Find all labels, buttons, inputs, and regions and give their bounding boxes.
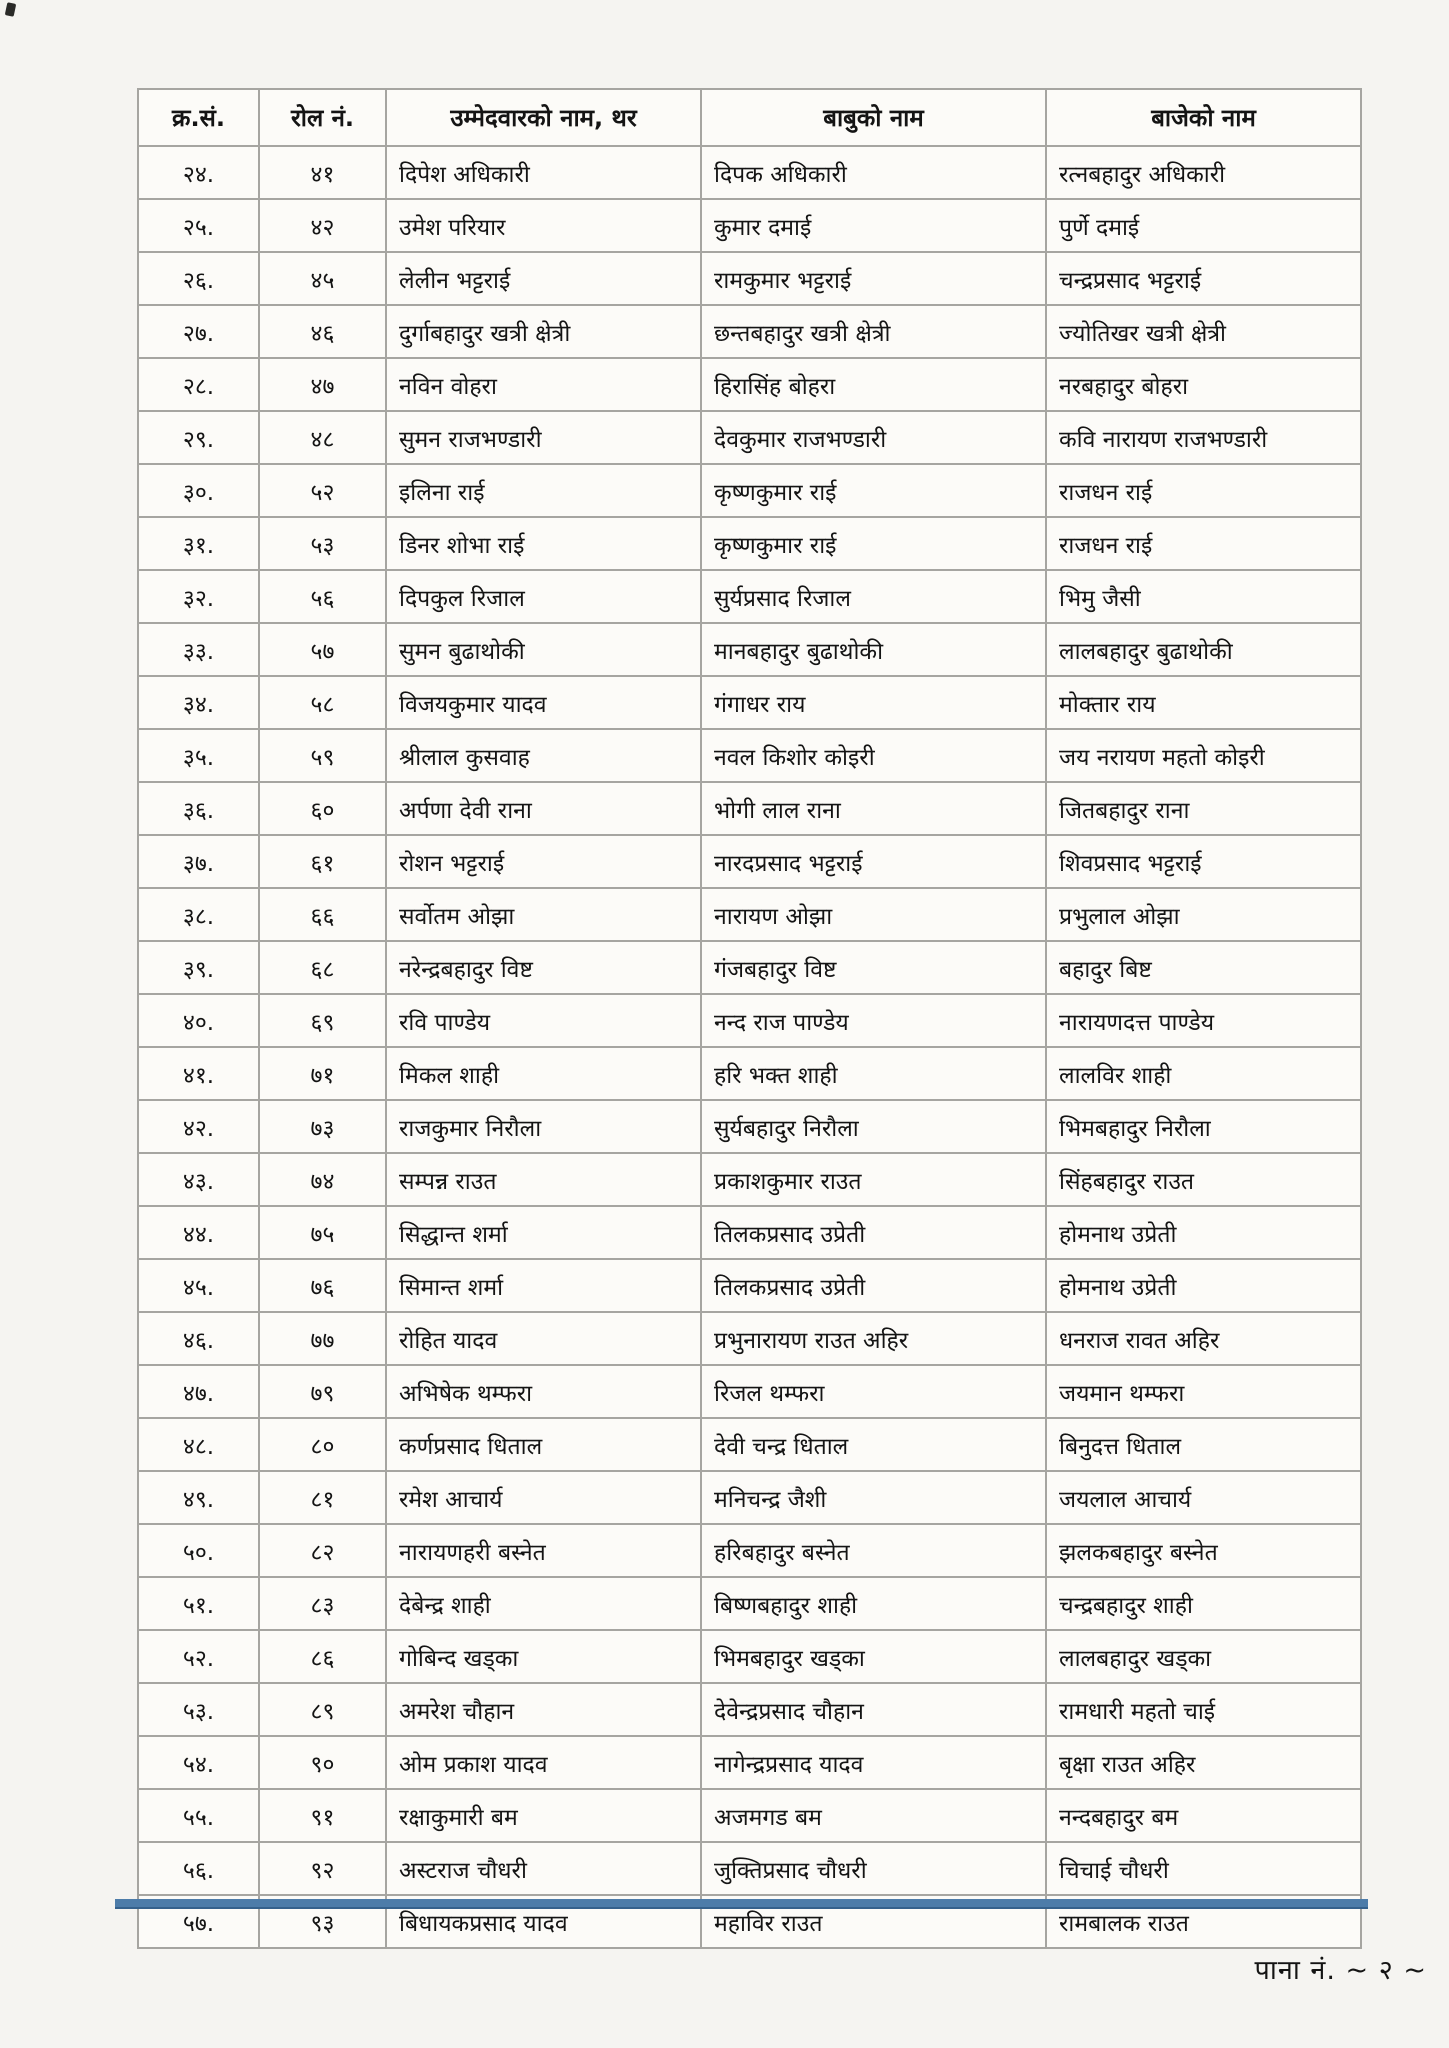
serial-cell: ३६. bbox=[138, 782, 259, 835]
candidate-name-cell: उमेश परियार bbox=[386, 199, 701, 252]
father-name-cell: भोगी लाल राना bbox=[701, 782, 1046, 835]
grandfather-name-cell: रत्नबहादुर अधिकारी bbox=[1046, 146, 1361, 199]
table-row bbox=[138, 676, 1361, 729]
candidate-name-cell: सुमन राजभण्डारी bbox=[386, 411, 701, 464]
grandfather-name-cell: बिनुदत्त धिताल bbox=[1046, 1418, 1361, 1471]
serial-cell: २८. bbox=[138, 358, 259, 411]
roll-cell: ४६ bbox=[259, 305, 386, 358]
table-row bbox=[138, 782, 1361, 835]
candidate-name-cell: ओम प्रकाश यादव bbox=[386, 1736, 701, 1789]
roll-cell: ७१ bbox=[259, 1047, 386, 1100]
table-header-row bbox=[138, 89, 1361, 146]
father-name-cell: रिजल थम्फरा bbox=[701, 1365, 1046, 1418]
grandfather-name-cell: जय नरायण महतो कोइरी bbox=[1046, 729, 1361, 782]
serial-cell: ५४. bbox=[138, 1736, 259, 1789]
roll-cell: ५९ bbox=[259, 729, 386, 782]
father-name-cell: प्रभुनारायण राउत अहिर bbox=[701, 1312, 1046, 1365]
grandfather-name-cell: लालबहादुर खड्का bbox=[1046, 1630, 1361, 1683]
grandfather-name-cell: राजधन राई bbox=[1046, 464, 1361, 517]
father-name-cell: बिष्णबहादुर शाही bbox=[701, 1577, 1046, 1630]
serial-cell: ४६. bbox=[138, 1312, 259, 1365]
roll-cell: ८० bbox=[259, 1418, 386, 1471]
serial-cell: ३५. bbox=[138, 729, 259, 782]
roll-cell: ८६ bbox=[259, 1630, 386, 1683]
father-name-cell: सुर्यबहादुर निरौला bbox=[701, 1100, 1046, 1153]
serial-cell: ३८. bbox=[138, 888, 259, 941]
table-row bbox=[138, 1842, 1361, 1895]
serial-cell: ५१. bbox=[138, 1577, 259, 1630]
roll-cell: ८१ bbox=[259, 1471, 386, 1524]
roll-cell: ७६ bbox=[259, 1259, 386, 1312]
roll-cell: ४८ bbox=[259, 411, 386, 464]
father-name-cell: देवकुमार राजभण्डारी bbox=[701, 411, 1046, 464]
serial-cell: ४५. bbox=[138, 1259, 259, 1312]
roll-cell: ५७ bbox=[259, 623, 386, 676]
grandfather-name-cell: भिमबहादुर निरौला bbox=[1046, 1100, 1361, 1153]
candidate-name-cell: बिधायकप्रसाद यादव bbox=[386, 1895, 701, 1948]
table-row bbox=[138, 517, 1361, 570]
roll-cell: ९२ bbox=[259, 1842, 386, 1895]
serial-cell: ५३. bbox=[138, 1683, 259, 1736]
roll-cell: ८३ bbox=[259, 1577, 386, 1630]
grandfather-name-cell: बृक्षा राउत अहिर bbox=[1046, 1736, 1361, 1789]
serial-cell: ४१. bbox=[138, 1047, 259, 1100]
grandfather-name-cell: भिमु जैसी bbox=[1046, 570, 1361, 623]
father-name-cell: गंगाधर राय bbox=[701, 676, 1046, 729]
roll-cell: ४१ bbox=[259, 146, 386, 199]
grandfather-name-cell: चन्द्रबहादुर शाही bbox=[1046, 1577, 1361, 1630]
serial-cell: ४०. bbox=[138, 994, 259, 1047]
table-row bbox=[138, 1789, 1361, 1842]
father-name-cell: कृष्णकुमार राई bbox=[701, 517, 1046, 570]
roll-cell: ७७ bbox=[259, 1312, 386, 1365]
candidate-name-cell: सिद्धान्त शर्मा bbox=[386, 1206, 701, 1259]
candidate-name-cell: दुर्गाबहादुर खत्री क्षेत्री bbox=[386, 305, 701, 358]
roll-cell: ७४ bbox=[259, 1153, 386, 1206]
father-name-cell: नारायण ओझा bbox=[701, 888, 1046, 941]
serial-cell: ५५. bbox=[138, 1789, 259, 1842]
roll-cell: ९० bbox=[259, 1736, 386, 1789]
candidate-name-cell: इलिना राई bbox=[386, 464, 701, 517]
grandfather-name-cell: ज्योतिखर खत्री क्षेत्री bbox=[1046, 305, 1361, 358]
father-name-cell: भिमबहादुर खड्का bbox=[701, 1630, 1046, 1683]
roll-cell: ४२ bbox=[259, 199, 386, 252]
table-row bbox=[138, 464, 1361, 517]
roll-cell: ९३ bbox=[259, 1895, 386, 1948]
roll-cell: ५८ bbox=[259, 676, 386, 729]
candidate-name-cell: अभिषेक थम्फरा bbox=[386, 1365, 701, 1418]
father-name-cell: नवल किशोर कोइरी bbox=[701, 729, 1046, 782]
grandfather-name-cell: होमनाथ उप्रेती bbox=[1046, 1206, 1361, 1259]
table-row bbox=[138, 252, 1361, 305]
father-name-cell: दिपक अधिकारी bbox=[701, 146, 1046, 199]
father-name-cell: मनिचन्द्र जैशी bbox=[701, 1471, 1046, 1524]
header-grandfather-name: बाजेको नाम bbox=[1046, 89, 1361, 146]
table-row bbox=[138, 1100, 1361, 1153]
table-row bbox=[138, 411, 1361, 464]
serial-cell: ४२. bbox=[138, 1100, 259, 1153]
table-row bbox=[138, 1524, 1361, 1577]
table-row bbox=[138, 729, 1361, 782]
roll-cell: ६६ bbox=[259, 888, 386, 941]
grandfather-name-cell: होमनाथ उप्रेती bbox=[1046, 1259, 1361, 1312]
header-candidate-name: उम्मेदवारको नाम, थर bbox=[386, 89, 701, 146]
roll-cell: ६० bbox=[259, 782, 386, 835]
father-name-cell: तिलकप्रसाद उप्रेती bbox=[701, 1206, 1046, 1259]
serial-cell: ३१. bbox=[138, 517, 259, 570]
table-row bbox=[138, 1418, 1361, 1471]
candidate-name-cell: मिकल शाही bbox=[386, 1047, 701, 1100]
roll-cell: ८२ bbox=[259, 1524, 386, 1577]
father-name-cell: नारदप्रसाद भट्टराई bbox=[701, 835, 1046, 888]
grandfather-name-cell: बहादुर बिष्ट bbox=[1046, 941, 1361, 994]
page-divider bbox=[115, 1899, 1368, 1909]
candidate-name-cell: नविन वोहरा bbox=[386, 358, 701, 411]
grandfather-name-cell: पुर्णे दमाई bbox=[1046, 199, 1361, 252]
roll-cell: ७९ bbox=[259, 1365, 386, 1418]
header-father-name: बाबुको नाम bbox=[701, 89, 1046, 146]
father-name-cell: छन्तबहादुर खत्री क्षेत्री bbox=[701, 305, 1046, 358]
father-name-cell: नागेन्द्रप्रसाद यादव bbox=[701, 1736, 1046, 1789]
candidate-name-cell: रोशन भट्टराई bbox=[386, 835, 701, 888]
candidate-name-cell: विजयकुमार यादव bbox=[386, 676, 701, 729]
serial-cell: २५. bbox=[138, 199, 259, 252]
table-row bbox=[138, 835, 1361, 888]
grandfather-name-cell: जितबहादुर राना bbox=[1046, 782, 1361, 835]
table-row bbox=[138, 199, 1361, 252]
grandfather-name-cell: चन्द्रप्रसाद भट्टराई bbox=[1046, 252, 1361, 305]
father-name-cell: अजमगड बम bbox=[701, 1789, 1046, 1842]
candidate-roster-table bbox=[137, 88, 1362, 1949]
candidate-name-cell: लेलीन भट्टराई bbox=[386, 252, 701, 305]
father-name-cell: रामकुमार भट्टराई bbox=[701, 252, 1046, 305]
roll-cell: ८९ bbox=[259, 1683, 386, 1736]
serial-cell: ४३. bbox=[138, 1153, 259, 1206]
candidate-name-cell: अमरेश चौहान bbox=[386, 1683, 701, 1736]
candidate-name-cell: दिपकुल रिजाल bbox=[386, 570, 701, 623]
father-name-cell: देवेन्द्रप्रसाद चौहान bbox=[701, 1683, 1046, 1736]
roll-cell: ७५ bbox=[259, 1206, 386, 1259]
grandfather-name-cell: रामधारी महतो चाई bbox=[1046, 1683, 1361, 1736]
father-name-cell: कुमार दमाई bbox=[701, 199, 1046, 252]
grandfather-name-cell: नरबहादुर बोहरा bbox=[1046, 358, 1361, 411]
serial-cell: ४४. bbox=[138, 1206, 259, 1259]
serial-cell: ३३. bbox=[138, 623, 259, 676]
father-name-cell: सुर्यप्रसाद रिजाल bbox=[701, 570, 1046, 623]
candidate-name-cell: दिपेश अधिकारी bbox=[386, 146, 701, 199]
table-row bbox=[138, 1471, 1361, 1524]
serial-cell: ४९. bbox=[138, 1471, 259, 1524]
grandfather-name-cell: नारायणदत्त पाण्डेय bbox=[1046, 994, 1361, 1047]
roll-cell: ४५ bbox=[259, 252, 386, 305]
father-name-cell: कृष्णकुमार राई bbox=[701, 464, 1046, 517]
page-number: पाना नं. ~ २ ~ bbox=[1254, 1955, 1427, 1986]
candidate-name-cell: रक्षाकुमारी बम bbox=[386, 1789, 701, 1842]
roll-cell: ७३ bbox=[259, 1100, 386, 1153]
header-roll: रोल नं. bbox=[259, 89, 386, 146]
candidate-name-cell: श्रीलाल कुसवाह bbox=[386, 729, 701, 782]
roll-cell: ६९ bbox=[259, 994, 386, 1047]
candidate-name-cell: सम्पन्न राउत bbox=[386, 1153, 701, 1206]
grandfather-name-cell: झलकबहादुर बस्नेत bbox=[1046, 1524, 1361, 1577]
roll-cell: ४७ bbox=[259, 358, 386, 411]
grandfather-name-cell: राजधन राई bbox=[1046, 517, 1361, 570]
serial-cell: ३४. bbox=[138, 676, 259, 729]
serial-cell: ३९. bbox=[138, 941, 259, 994]
grandfather-name-cell: जयमान थम्फरा bbox=[1046, 1365, 1361, 1418]
table-row bbox=[138, 1365, 1361, 1418]
candidate-name-cell: अस्टराज चौधरी bbox=[386, 1842, 701, 1895]
candidate-name-cell: कर्णप्रसाद धिताल bbox=[386, 1418, 701, 1471]
table-row bbox=[138, 1047, 1361, 1100]
father-name-cell: महाविर राउत bbox=[701, 1895, 1046, 1948]
candidate-name-cell: सर्वोतम ओझा bbox=[386, 888, 701, 941]
table-row bbox=[138, 570, 1361, 623]
table-body bbox=[138, 146, 1361, 1948]
table-row bbox=[138, 1206, 1361, 1259]
serial-cell: ५२. bbox=[138, 1630, 259, 1683]
table-row bbox=[138, 994, 1361, 1047]
candidate-name-cell: रमेश आचार्य bbox=[386, 1471, 701, 1524]
header-serial: क्र.सं. bbox=[138, 89, 259, 146]
serial-cell: २६. bbox=[138, 252, 259, 305]
father-name-cell: देवी चन्द्र धिताल bbox=[701, 1418, 1046, 1471]
candidate-name-cell: राजकुमार निरौला bbox=[386, 1100, 701, 1153]
table-row bbox=[138, 1312, 1361, 1365]
father-name-cell: नन्द राज पाण्डेय bbox=[701, 994, 1046, 1047]
grandfather-name-cell: रामबालक राउत bbox=[1046, 1895, 1361, 1948]
roll-cell: ५२ bbox=[259, 464, 386, 517]
grandfather-name-cell: सिंहबहादुर राउत bbox=[1046, 1153, 1361, 1206]
serial-cell: २९. bbox=[138, 411, 259, 464]
roll-cell: ५६ bbox=[259, 570, 386, 623]
candidate-name-cell: गोबिन्द खड्का bbox=[386, 1630, 701, 1683]
table-row bbox=[138, 146, 1361, 199]
grandfather-name-cell: चिचाई चौधरी bbox=[1046, 1842, 1361, 1895]
serial-cell: ३२. bbox=[138, 570, 259, 623]
table-row bbox=[138, 888, 1361, 941]
grandfather-name-cell: जयलाल आचार्य bbox=[1046, 1471, 1361, 1524]
table-row bbox=[138, 1577, 1361, 1630]
table-row bbox=[138, 305, 1361, 358]
serial-cell: ५६. bbox=[138, 1842, 259, 1895]
serial-cell: ३०. bbox=[138, 464, 259, 517]
grandfather-name-cell: लालबहादुर बुढाथोकी bbox=[1046, 623, 1361, 676]
grandfather-name-cell: प्रभुलाल ओझा bbox=[1046, 888, 1361, 941]
father-name-cell: हिरासिंह बोहरा bbox=[701, 358, 1046, 411]
serial-cell: ३७. bbox=[138, 835, 259, 888]
candidate-name-cell: नरेन्द्रबहादुर विष्ट bbox=[386, 941, 701, 994]
serial-cell: २७. bbox=[138, 305, 259, 358]
father-name-cell: हरिबहादुर बस्नेत bbox=[701, 1524, 1046, 1577]
father-name-cell: गंजबहादुर विष्ट bbox=[701, 941, 1046, 994]
father-name-cell: प्रकाशकुमार राउत bbox=[701, 1153, 1046, 1206]
candidate-name-cell: सुमन बुढाथोकी bbox=[386, 623, 701, 676]
candidate-name-cell: नारायणहरी बस्नेत bbox=[386, 1524, 701, 1577]
candidate-name-cell: रोहित यादव bbox=[386, 1312, 701, 1365]
grandfather-name-cell: धनराज रावत अहिर bbox=[1046, 1312, 1361, 1365]
table-row bbox=[138, 1259, 1361, 1312]
serial-cell: २४. bbox=[138, 146, 259, 199]
father-name-cell: जुक्तिप्रसाद चौधरी bbox=[701, 1842, 1046, 1895]
scan-artifact bbox=[5, 2, 17, 17]
father-name-cell: तिलकप्रसाद उप्रेती bbox=[701, 1259, 1046, 1312]
roll-cell: ६८ bbox=[259, 941, 386, 994]
grandfather-name-cell: कवि नारायण राजभण्डारी bbox=[1046, 411, 1361, 464]
candidate-name-cell: देबेन्द्र शाही bbox=[386, 1577, 701, 1630]
table-row bbox=[138, 1153, 1361, 1206]
roll-cell: ६१ bbox=[259, 835, 386, 888]
serial-cell: ४७. bbox=[138, 1365, 259, 1418]
table-row bbox=[138, 1736, 1361, 1789]
table-row bbox=[138, 623, 1361, 676]
table-row bbox=[138, 358, 1361, 411]
serial-cell: ५०. bbox=[138, 1524, 259, 1577]
table-row bbox=[138, 941, 1361, 994]
candidate-name-cell: सिमान्त शर्मा bbox=[386, 1259, 701, 1312]
table-row bbox=[138, 1683, 1361, 1736]
candidate-name-cell: डिनर शोभा राई bbox=[386, 517, 701, 570]
grandfather-name-cell: मोक्तार राय bbox=[1046, 676, 1361, 729]
roll-cell: ९१ bbox=[259, 1789, 386, 1842]
father-name-cell: हरि भक्त शाही bbox=[701, 1047, 1046, 1100]
grandfather-name-cell: नन्दबहादुर बम bbox=[1046, 1789, 1361, 1842]
serial-cell: ५७. bbox=[138, 1895, 259, 1948]
father-name-cell: मानबहादुर बुढाथोकी bbox=[701, 623, 1046, 676]
candidate-name-cell: अर्पणा देवी राना bbox=[386, 782, 701, 835]
candidate-name-cell: रवि पाण्डेय bbox=[386, 994, 701, 1047]
roll-cell: ५३ bbox=[259, 517, 386, 570]
table-row bbox=[138, 1630, 1361, 1683]
grandfather-name-cell: लालविर शाही bbox=[1046, 1047, 1361, 1100]
grandfather-name-cell: शिवप्रसाद भट्टराई bbox=[1046, 835, 1361, 888]
serial-cell: ४८. bbox=[138, 1418, 259, 1471]
